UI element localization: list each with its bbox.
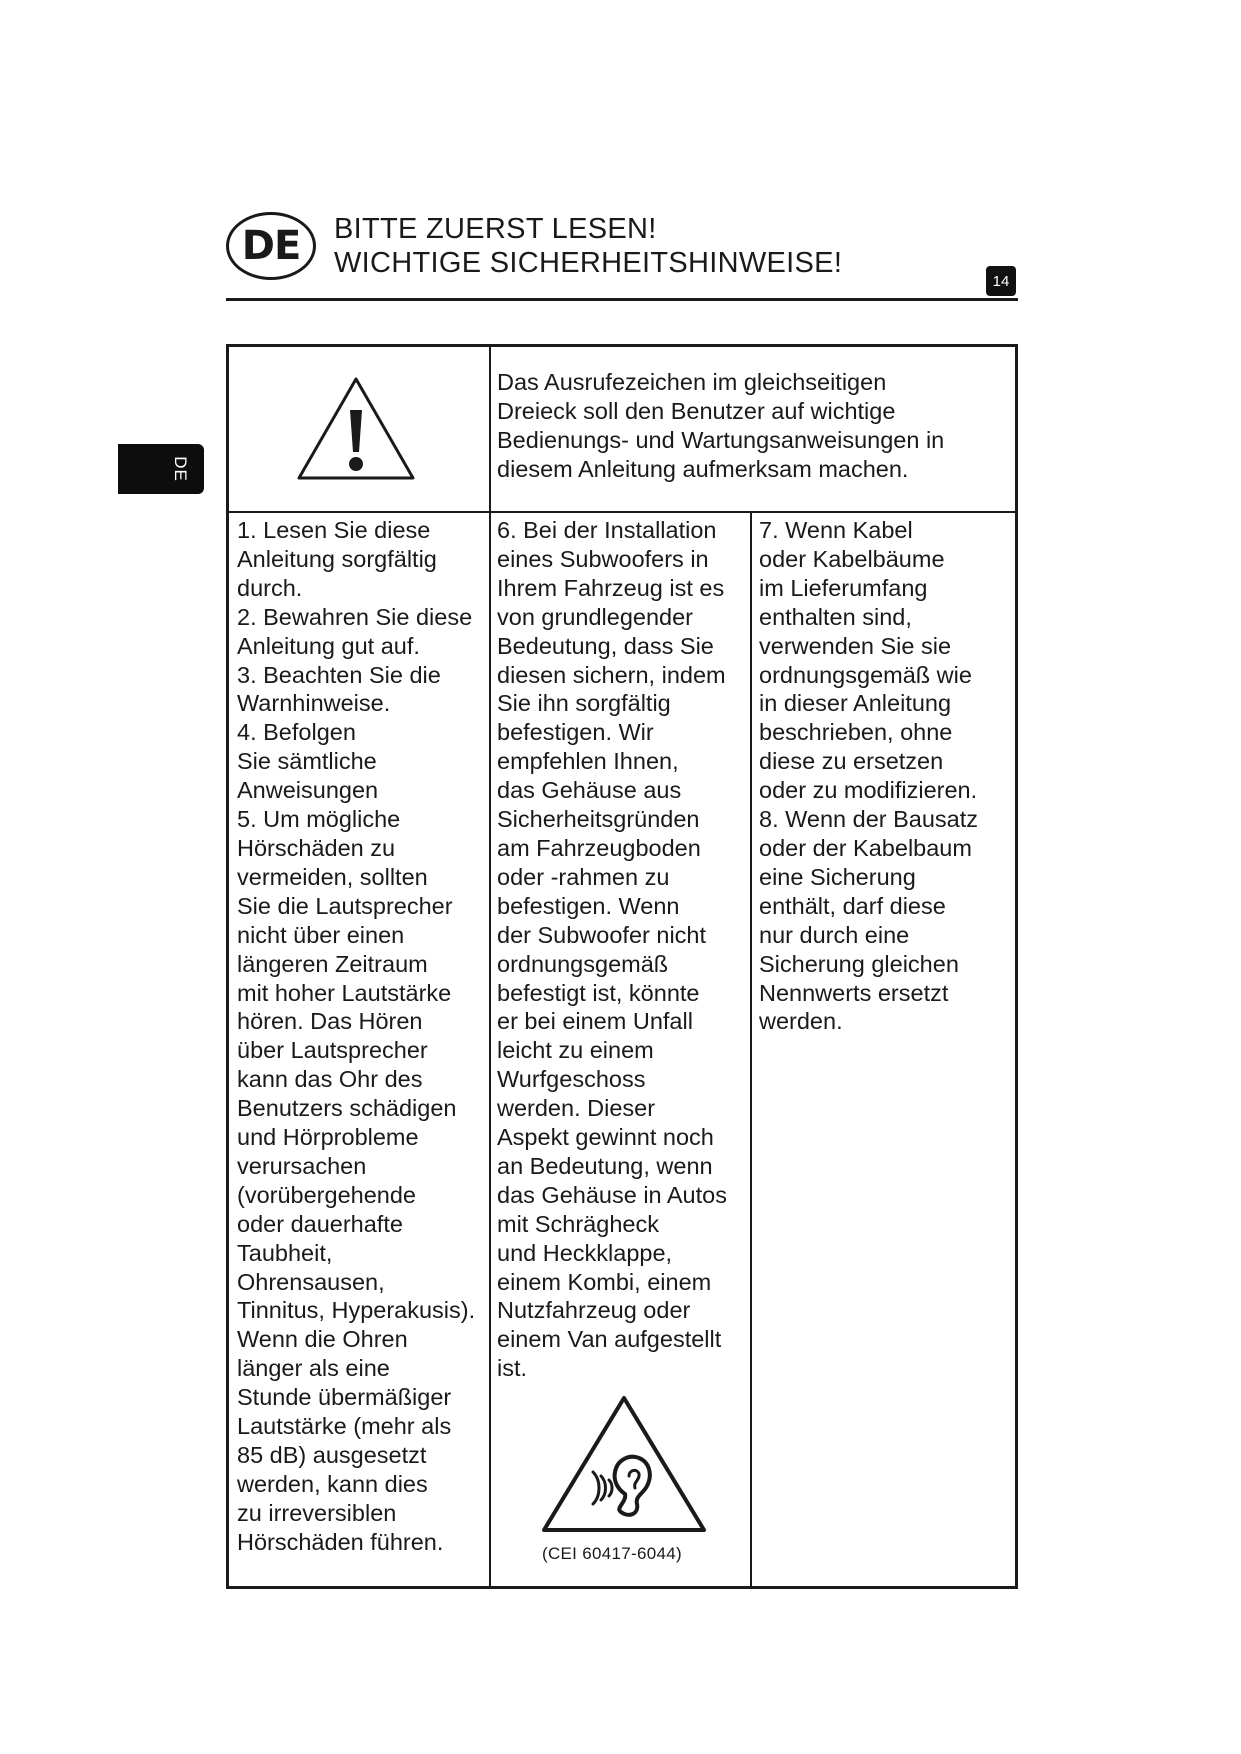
hearing-caption: (CEI 60417-6044) [542,1544,682,1563]
title-line-2: WICHTIGE SICHERHEITSHINWEISE! [334,247,843,279]
table-border-left [226,344,229,1589]
table-col-divider-1 [489,344,491,1589]
intro-text: Das Ausrufezeichen im gleichseitigen Dreieck soll den Benutzer auf wichtige Bedienungs- und Wartungsanweisungen in diesem Anleitung aufmerksam machen. [497,369,945,482]
column-3-text: 7. Wenn Kabel oder Kabelbäume im Lieferumfang enthalten sind, verwenden Sie sie ordnungsgemäß wie in dieser Anleitung beschrieben, ohne diese zu ersetzen oder zu modifizieren. 8. Wenn der Bausatz oder der Kabelbaum eine Sicherung enthält, darf diese nur durch eine Sicherung gleichen Nennwerts ersetzt werden. [759,517,979,1035]
title-line-1: BITTE ZUERST LESEN! [334,213,657,245]
page-title [334,212,842,280]
header-divider [226,298,1018,301]
table-border-right [1015,344,1018,1589]
side-tab-label: DE [171,456,190,482]
hearing-warning-icon [539,1392,709,1534]
warning-triangle-icon [294,374,418,484]
page-number: 14 [986,266,1016,296]
table-border-bottom [226,1586,1018,1589]
column-1-text: 1. Lesen Sie diese Anleitung sorgfältig durch. 2. Bewahren Sie diese Anleitung gut auf. 3. Beachten Sie die Warnhinweise. 4. Befolgen Sie sämtliche Anweisungen 5. Um mögliche Hörschäden zu vermeiden, sollten Sie die Lautsprecher nicht über einen längeren Zeitraum mit hoher Lautstärke hören. Das Hören über Lautsprecher kann das Ohr des Benutzers schädigen und Hörprobleme verursachen (vorübergehende oder dauerhafte Taubheit, Ohrensausen, Tinnitus, Hyperakusis). Wenn die Ohren länger als eine Stunde übermäßiger Lautstärke (mehr als 85 dB) ausgesetzt werden, kann dies zu irreversiblen Hörschäden führen. [237,517,476,1555]
language-badge: DE [226,212,316,280]
table-col-divider-2 [750,511,752,1589]
column-2-text: 6. Bei der Installation eines Subwoofers in Ihrem Fahrzeug ist es von grundlegender Bedeutung, dass Sie diesen sichern, indem Sie ihn sorgfältig befestigen. Wir empfehlen Ihnen, das Gehäuse aus Sicherheitsgründen am Fahrzeugboden oder -rahmen zu befestigen. Wenn der Subwoofer nicht ordnungsgemäß befestigt ist, könnte er bei einem Unfall leicht zu einem Wurfgeschoss werden. Dieser Aspekt gewinnt noch an Bedeutung, wenn das Gehäuse in Autos mit Schrägheck und Heckklappe, einem Kombi, einem Nutzfahrzeug oder einem Van aufgestellt ist. [497,517,727,1382]
table-row-divider [226,511,1018,513]
side-language-tab [118,444,204,494]
table-border-top [226,344,1018,347]
safety-table [226,344,1018,1589]
